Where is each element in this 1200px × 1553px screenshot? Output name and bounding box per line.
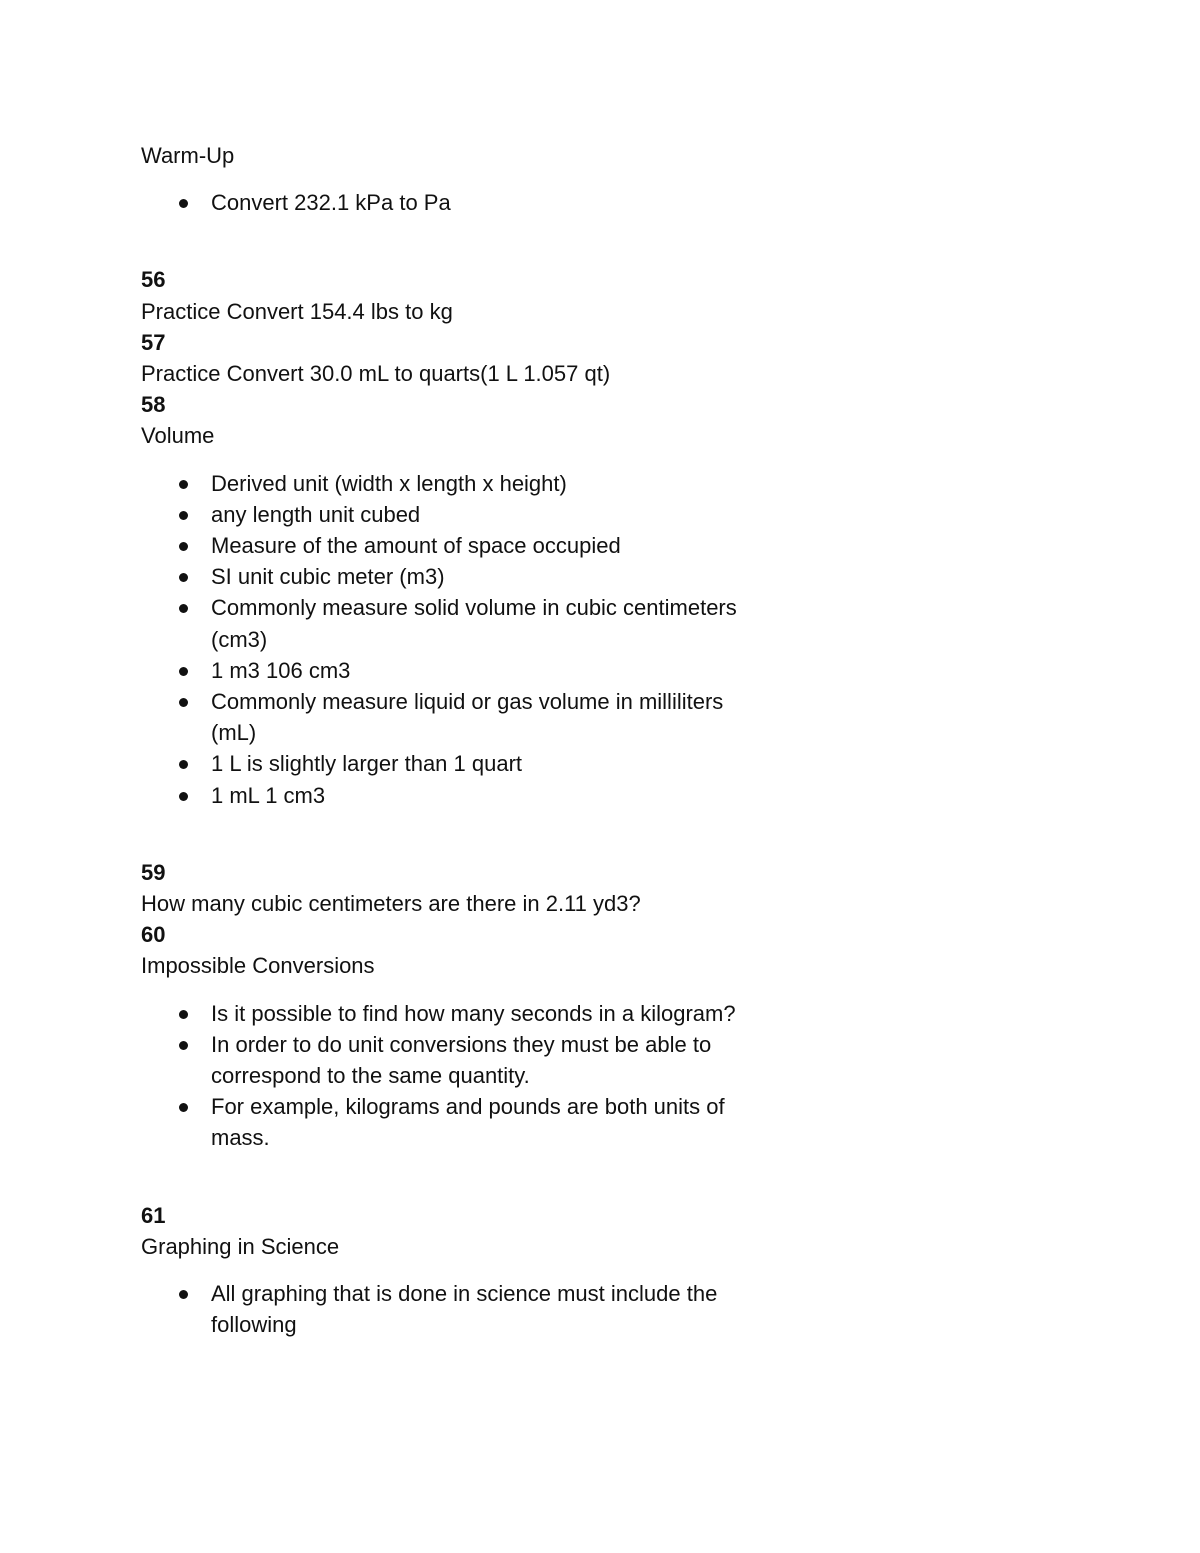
list-item: Is it possible to find how many seconds in a kilogram? — [141, 998, 761, 1029]
bullet-icon — [179, 1041, 188, 1050]
bullet-icon — [179, 573, 188, 582]
impossible-conversions-list — [141, 998, 761, 1154]
bullet-icon — [179, 698, 188, 707]
slide-heading: Volume — [141, 423, 215, 449]
slide-number: 56 — [141, 267, 166, 293]
list-item: Derived unit (width x length x height) — [141, 468, 761, 499]
list-item: any length unit cubed — [141, 499, 761, 530]
bullet-icon — [179, 792, 188, 801]
slide-heading: Graphing in Science — [141, 1233, 340, 1259]
volume-list — [141, 468, 761, 811]
slide-heading: Impossible Conversions — [141, 953, 375, 979]
slide-number: 61 — [141, 1202, 166, 1228]
bullet-icon — [179, 511, 188, 520]
slide-number: 57 — [141, 329, 166, 355]
slide-number: 58 — [141, 392, 166, 418]
slide-text: How many cubic centimeters are there in 2.11 yd3? — [141, 891, 641, 917]
warmup-title: Warm-Up — [141, 143, 235, 168]
graphing-list — [141, 1278, 761, 1340]
list-item: 1 L is slightly larger than 1 quart — [141, 748, 761, 779]
bullet-icon — [179, 1010, 188, 1019]
list-item: For example, kilograms and pounds are both units of mass. — [141, 1091, 761, 1153]
list-item: All graphing that is done in science must include the following — [141, 1278, 761, 1340]
bullet-icon — [179, 667, 188, 676]
list-item: Commonly measure solid volume in cubic centimeters (cm3) — [141, 592, 761, 654]
document-content — [141, 140, 761, 1341]
list-item: Commonly measure liquid or gas volume in milliliters (mL) — [141, 686, 761, 748]
bullet-icon — [179, 760, 188, 769]
bullet-icon — [179, 1290, 188, 1299]
slide-text: Practice Convert 30.0 mL to quarts(1 L 1.057 qt) — [141, 361, 611, 387]
list-item: 1 mL 1 cm3 — [141, 780, 761, 811]
warmup-list — [141, 187, 761, 218]
slide-number: 60 — [141, 922, 166, 948]
list-item: SI unit cubic meter (m3) — [141, 561, 761, 592]
bullet-icon — [179, 480, 188, 489]
list-item: Measure of the amount of space occupied — [141, 530, 761, 561]
slide-text: Practice Convert 154.4 lbs to kg — [141, 298, 453, 324]
list-item: In order to do unit conversions they must be able to correspond to the same quantity. — [141, 1029, 761, 1091]
bullet-icon — [179, 604, 188, 613]
list-item: Convert 232.1 kPa to Pa — [141, 187, 761, 218]
bullet-icon — [179, 199, 188, 208]
slide-number: 59 — [141, 859, 166, 885]
bullet-icon — [179, 542, 188, 551]
bullet-icon — [179, 1103, 188, 1112]
list-item: 1 m3 106 cm3 — [141, 655, 761, 686]
